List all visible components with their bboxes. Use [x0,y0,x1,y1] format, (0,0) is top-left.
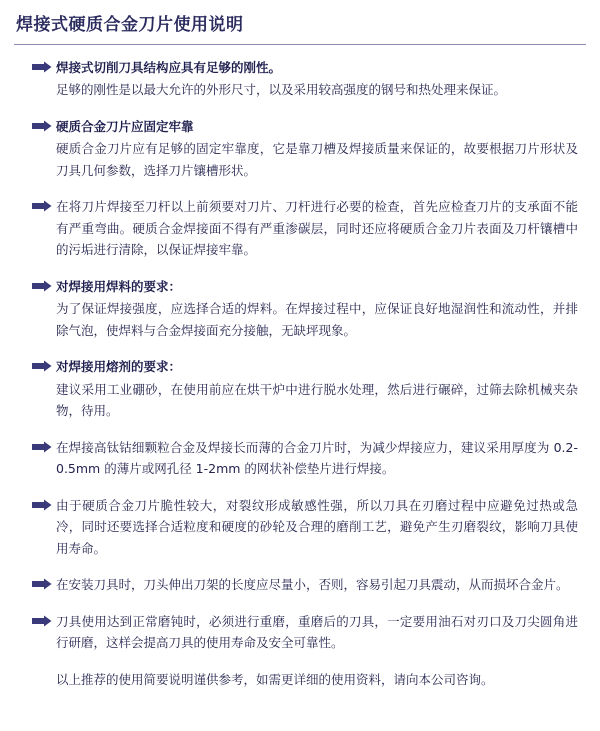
list-item [22,495,578,560]
page-title: 焊接式硬质合金刀片使用说明 [16,15,244,35]
list-item-heading: 焊接式切削刀具结构应具有足够的刚性。 [56,59,282,75]
list-item [22,276,578,342]
content-list [0,45,600,654]
list-item [22,356,578,422]
list-item-text: 足够的刚性是以最大允许的外形尺寸，以及采用较高强度的钢号和热处理来保证。 [56,82,507,98]
list-item-text: 在安装刀具时，刀头伸出刀架的长度应尽量小，否则，容易引起刀具震动，从而损坏合金片。 [56,577,569,593]
arrow-right-icon [22,116,56,132]
list-item [22,437,578,480]
list-item [22,611,578,654]
list-item-heading: 对焊接用熔剂的要求： [56,359,182,375]
list-item-heading: 硬质合金刀片应固定牢靠 [56,118,194,134]
list-item-heading: 对焊接用焊料的要求： [56,278,182,294]
list-item-text: 建议采用工业硼砂，在使用前应在烘干炉中进行脱水处理，然后进行碾碎，过筛去除机械夹杂物，待用。 [56,381,578,419]
list-item-text: 由于硬质合金刀片脆性较大，对裂纹形成敏感性强，所以刀具在刃磨过程中应避免过热或急冷，同时还要选择合适粒度和硬度的砂轮及合理的磨削工艺，避免产生刃磨裂纹，影响刀具使用寿命。 [56,497,578,556]
list-item-text: 为了保证焊接强度，应选择合适的焊料。在焊接过程中，应保证良好地湿润性和流动性，并排除气泡，使焊料与合金焊接面充分接触，无缺坪现象。 [56,301,578,338]
list-item [22,57,578,101]
footer-note: 以上推荐的使用简要说明谨供参考，如需更详细的使用资料，请向本公司咨询。 [56,671,494,687]
arrow-right-icon [22,495,56,511]
list-item [22,116,578,182]
list-item-text: 刀具使用达到正常磨钝时，必须进行重磨，重磨后的刀具，一定要用油石对刃口及刀尖圆角进行研磨，这样会提高刀具的使用寿命及安全可靠性。 [56,613,578,651]
arrow-right-icon [22,574,56,590]
arrow-right-icon [22,276,56,292]
arrow-right-icon [22,356,56,372]
arrow-right-icon [22,437,56,453]
list-item [22,196,578,261]
arrow-right-icon [22,611,56,627]
list-item-text: 硬质合金刀片应有足够的固定牢靠度，它是靠刀槽及焊接质量来保证的，故要根据刀片形状及刀具几何参数，选择刀片镶槽形状。 [56,141,578,178]
arrow-right-icon [22,57,56,73]
arrow-right-icon [22,196,56,212]
list-item [22,574,578,596]
list-item-text: 在焊接高钛钴细颗粒合金及焊接长而薄的合金刀片时，为减少焊接应力，建议采用厚度为 0.2-0.5mm 的薄片或网孔径 1-2mm 的网状补偿垫片进行焊接。 [56,439,578,477]
list-item-text: 在将刀片焊接至刀杆以上前须要对刀片、刀杆进行必要的检查，首先应检查刀片的支承面不能有严重弯曲。硬质合金焊接面不得有严重渗碳层，同时还应将硬质合金刀片表面及刀杆镶槽中的污垢进行清除，以保证焊接牢靠。 [56,199,578,258]
